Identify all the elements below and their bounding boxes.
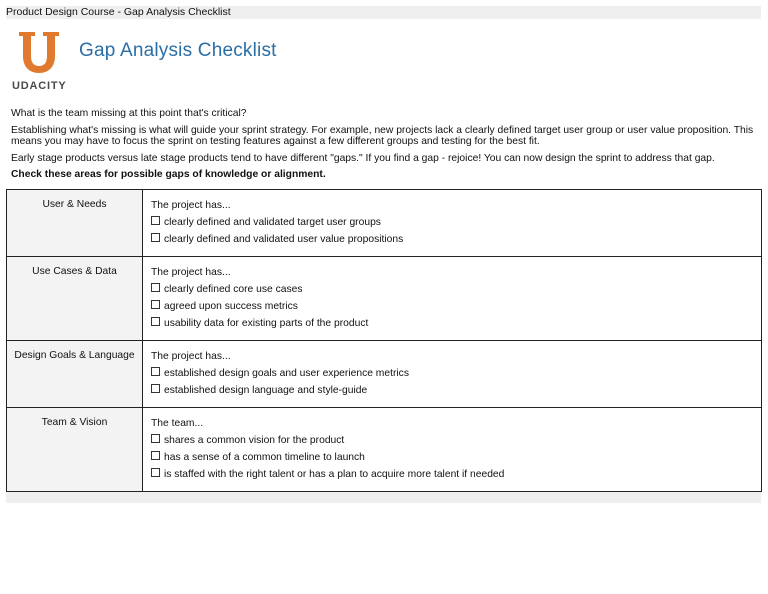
- category-label: Team & Vision: [7, 408, 143, 492]
- gap-checklist-table: [6, 189, 762, 492]
- document-heading: Gap Analysis Checklist: [79, 40, 277, 61]
- intro-instruction: Check these areas for possible gaps of knowledge or alignment.: [11, 169, 326, 180]
- document-title-bar: Product Design Course - Gap Analysis Checklist: [6, 6, 761, 19]
- checkbox-icon[interactable]: [151, 300, 160, 309]
- checkbox-icon[interactable]: [151, 367, 160, 376]
- checklist-item-label: clearly defined and validated target user groups: [164, 217, 381, 228]
- category-items: [143, 257, 762, 341]
- intro-section: [11, 108, 757, 186]
- checklist-item[interactable]: [151, 434, 761, 447]
- intro-paragraph-1: Establishing what's missing is what will guide your sprint strategy. For example, new projects lack a clearly defined target user group or user value proposition. This means you may have to focus the sprint on testing features against a few different groups and testing for the best fit.: [11, 124, 754, 147]
- checklist-item[interactable]: [151, 233, 761, 246]
- udacity-u-logo-icon: [19, 32, 59, 76]
- checklist-item-label: shares a common vision for the product: [164, 435, 345, 446]
- checklist-item-label: is staffed with the right talent or has a plan to acquire more talent if needed: [164, 469, 505, 480]
- checklist-item[interactable]: [151, 384, 761, 397]
- checkbox-icon[interactable]: [151, 451, 160, 460]
- category-items: [143, 341, 762, 408]
- checkbox-icon[interactable]: [151, 317, 160, 326]
- checklist-item-label: agreed upon success metrics: [164, 301, 298, 312]
- checkbox-icon[interactable]: [151, 468, 160, 477]
- checklist-row-team-vision: [7, 408, 762, 492]
- checklist-item-label: established design goals and user experience metrics: [164, 368, 409, 379]
- checklist-item[interactable]: [151, 468, 761, 481]
- intro-paragraph-2: Early stage products versus late stage products tend to have different "gaps." If you find a gap - rejoice! You can now design the sprint to address that gap.: [11, 152, 715, 164]
- category-items: [143, 190, 762, 257]
- logo-wordmark: UDACITY: [12, 80, 67, 92]
- category-label: Use Cases & Data: [7, 257, 143, 341]
- checklist-item[interactable]: [151, 300, 761, 313]
- checklist-item-label: usability data for existing parts of the product: [164, 318, 369, 329]
- checklist-row-user-needs: [7, 190, 762, 257]
- checklist-item[interactable]: [151, 317, 761, 330]
- document-header: [12, 30, 752, 96]
- checklist-item[interactable]: [151, 216, 761, 229]
- checkbox-icon[interactable]: [151, 283, 160, 292]
- row-lead-text: The project has...: [151, 200, 231, 211]
- checklist-item[interactable]: [151, 451, 761, 464]
- checkbox-icon[interactable]: [151, 384, 160, 393]
- row-lead-text: The team...: [151, 418, 204, 429]
- checklist-item-label: established design language and style-guide: [164, 385, 368, 396]
- document-footer-bar: [6, 492, 761, 503]
- checklist-item-label: clearly defined and validated user value propositions: [164, 234, 404, 245]
- checklist-item-label: has a sense of a common timeline to launch: [164, 452, 365, 463]
- checklist-item[interactable]: [151, 283, 761, 296]
- checkbox-icon[interactable]: [151, 216, 160, 225]
- checklist-row-use-cases-data: [7, 257, 762, 341]
- category-items: [143, 408, 762, 492]
- row-lead-text: The project has...: [151, 267, 231, 278]
- checkbox-icon[interactable]: [151, 233, 160, 242]
- category-label: User & Needs: [7, 190, 143, 257]
- checklist-item[interactable]: [151, 367, 761, 380]
- checkbox-icon[interactable]: [151, 434, 160, 443]
- udacity-logo: [12, 30, 70, 94]
- checklist-item-label: clearly defined core use cases: [164, 284, 303, 295]
- category-label: Design Goals & Language: [7, 341, 143, 408]
- intro-question: What is the team missing at this point that's critical?: [11, 108, 247, 119]
- row-lead-text: The project has...: [151, 351, 231, 362]
- checklist-row-design-goals-language: [7, 341, 762, 408]
